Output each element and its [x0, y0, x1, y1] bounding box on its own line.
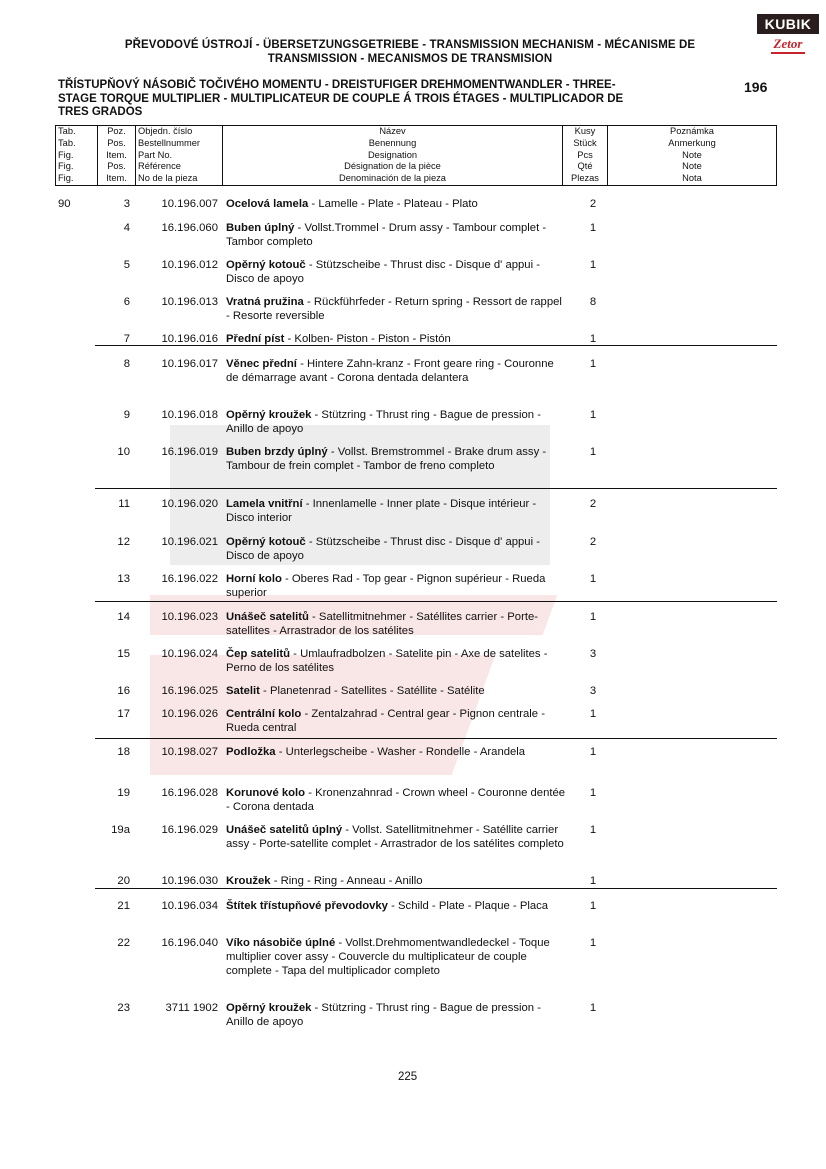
col-qty-label: Kusy — [574, 126, 596, 136]
row-quantity: 1 — [589, 259, 597, 271]
row-description-translations: - Schild - Plate - Plaque - Placa — [387, 900, 549, 912]
col-name — [223, 126, 563, 186]
header-title-line-2: TRANSMISSION - MECANISMOS DE TRANSMISION — [267, 53, 553, 65]
row-description — [226, 258, 566, 286]
page-number: 225 — [398, 1071, 418, 1083]
col-pos-label: Item. — [106, 149, 127, 160]
row-part-number: 10.196.016 — [161, 333, 218, 345]
row-quantity: 1 — [589, 824, 597, 836]
row-description-translations: - Umlaufradbolzen - Satelite pin - Axe de satelites - Perno de los satélites — [226, 648, 548, 674]
row-description-translations: - Hintere Zahn-kranz - Front geare ring - Couronne de démarrage avant - Corona dentada delantera — [226, 358, 554, 384]
col-note-label: Poznámka — [670, 126, 714, 136]
col-tab-label: Fig. — [58, 161, 74, 172]
row-description — [226, 332, 566, 346]
row-position: 21 — [117, 900, 130, 912]
row-position: 13 — [117, 573, 130, 585]
row-description-czech: Čep satelitů — [226, 648, 291, 660]
row-part-number: 3711 1902 — [165, 1002, 218, 1014]
row-position: 22 — [117, 937, 130, 949]
row-part-number: 10.196.034 — [161, 900, 218, 912]
col-pos-label: Poz. — [107, 126, 126, 136]
row-quantity: 1 — [589, 787, 597, 799]
row-quantity: 1 — [589, 409, 597, 421]
row-description-translations: - Vollst.Drehmomentwandledeckel - Toque multiplier cover assy - Couvercle du multiplicateur de couple complete - Tapa del multiplicador completo — [226, 937, 550, 977]
section-number: 196 — [744, 79, 768, 95]
row-description-translations: - Unterlegscheibe - Washer - Rondelle - Arandela — [275, 746, 526, 758]
row-description-czech: Opěrný kotouč — [226, 259, 306, 271]
col-ref-label: Référence — [138, 161, 181, 172]
col-tab-label: Fig. — [58, 173, 74, 184]
row-part-number: 10.196.021 — [161, 536, 218, 548]
row-description — [226, 707, 566, 735]
row-description-czech: Buben brzdy úplný — [226, 446, 328, 458]
col-qty-label: Plezas — [571, 173, 599, 184]
col-ref-label: No de la pieza — [138, 173, 198, 184]
row-quantity: 2 — [589, 498, 597, 510]
row-position: 6 — [123, 296, 130, 308]
row-quantity: 2 — [589, 536, 597, 548]
row-description-czech: Horní kolo — [226, 573, 282, 585]
row-part-number: 10.196.026 — [161, 708, 218, 720]
row-position: 8 — [123, 358, 130, 370]
row-description-czech: Přední píst — [226, 333, 285, 345]
row-description — [226, 684, 566, 698]
row-description-translations: - Stützscheibe - Thrust disc - Disque d' appui - Disco de apoyo — [226, 259, 540, 285]
row-description-czech: Buben úplný — [226, 222, 295, 234]
row-description-czech: Lamela vnitřní — [226, 498, 303, 510]
column-header-table — [55, 125, 777, 186]
col-pos-label: Pos. — [107, 161, 126, 172]
row-position: 12 — [117, 536, 130, 548]
row-quantity: 1 — [589, 333, 597, 345]
row-description — [226, 445, 566, 473]
row-description — [226, 874, 566, 888]
row-description — [226, 1001, 566, 1029]
row-part-number: 16.196.029 — [161, 824, 218, 836]
row-position: 20 — [117, 875, 130, 887]
row-quantity: 1 — [589, 875, 597, 887]
row-description-czech: Věnec přední — [226, 358, 297, 370]
row-description-translations: - Lamelle - Plate - Plateau - Plato — [308, 198, 478, 210]
row-position: 7 — [123, 333, 130, 345]
col-note-label: Anmerkung — [668, 137, 716, 148]
row-description-translations: - Vollst.Trommel - Drum assy - Tambour complet - Tambor completo — [226, 222, 547, 248]
row-position: 5 — [123, 259, 130, 271]
row-quantity: 1 — [589, 937, 597, 949]
col-tab-label: Tab. — [58, 126, 76, 136]
logo-swoosh — [771, 52, 805, 54]
row-position: 14 — [117, 611, 130, 623]
col-name-label: Designation — [367, 149, 418, 160]
col-tab-label: Tab. — [58, 137, 76, 148]
row-quantity: 1 — [589, 573, 597, 585]
row-position: 10 — [117, 446, 130, 458]
row-description — [226, 647, 566, 675]
row-part-number: 10.196.024 — [161, 648, 218, 660]
col-note — [608, 126, 777, 186]
row-position: 17 — [117, 708, 130, 720]
col-name-label: Benennung — [368, 137, 417, 148]
row-description — [226, 221, 566, 249]
row-description-translations: - Planetenrad - Satellites - Satéllite - Satélite — [259, 685, 485, 697]
row-position: 3 — [123, 198, 130, 210]
group-separator — [95, 488, 777, 489]
col-tab-label: Fig. — [58, 149, 74, 160]
row-position: 4 — [123, 222, 130, 234]
row-description-czech: Podložka — [226, 746, 276, 758]
row-description-czech: Štítek třístupňové převodovky — [226, 900, 388, 912]
kubik-zetor-logo — [757, 14, 819, 66]
row-position: 23 — [117, 1002, 130, 1014]
col-qty-label: Stück — [573, 137, 597, 148]
row-part-number: 10.196.013 — [161, 296, 218, 308]
row-position: 9 — [123, 409, 130, 421]
row-description-czech: Opěrný kroužek — [226, 409, 312, 421]
row-part-number: 16.196.028 — [161, 787, 218, 799]
row-description-translations: - Innenlamelle - Inner plate - Disque intérieur - Disco interior — [226, 498, 537, 524]
row-part-number: 10.196.007 — [161, 198, 218, 210]
col-ref-label: Bestellnummer — [138, 137, 201, 148]
col-note-label: Nota — [682, 173, 702, 184]
row-position: 18 — [117, 746, 130, 758]
row-part-number: 16.196.060 — [161, 222, 218, 234]
row-description — [226, 899, 566, 913]
row-quantity: 1 — [589, 611, 597, 623]
row-description-czech: Kroužek — [226, 875, 271, 887]
row-position: 16 — [117, 685, 130, 697]
row-position: 19a — [111, 824, 130, 836]
row-description-czech: Víko násobiče úplné — [226, 937, 336, 949]
row-part-number: 10.196.018 — [161, 409, 218, 421]
row-part-number: 10.196.012 — [161, 259, 218, 271]
col-note-label: Note — [682, 149, 702, 160]
row-description — [226, 823, 566, 851]
row-quantity: 1 — [589, 1002, 597, 1014]
row-part-number: 16.196.022 — [161, 573, 218, 585]
header-title-line-1: PŘEVODOVÉ ÚSTROJÍ - ÜBERSETZUNGSGETRIEBE - TRANSMISSION MECHANISM - MÉCANISME DE — [124, 39, 696, 51]
row-position: 15 — [117, 648, 130, 660]
row-position: 11 — [118, 498, 130, 510]
row-description — [226, 197, 566, 211]
row-part-number: 10.196.020 — [161, 498, 218, 510]
row-description — [226, 786, 566, 814]
section-title — [58, 79, 718, 120]
row-description-czech: Centrální kolo — [226, 708, 302, 720]
row-part-number: 10.196.017 — [161, 358, 218, 370]
section-title-line-3: TRES GRADOS — [58, 106, 143, 118]
row-description-czech: Unášeč satelitů úplný — [226, 824, 343, 836]
group-separator — [95, 345, 777, 346]
row-description-translations: - Vollst. Bremstrommel - Brake drum assy - Tambour de frein complet - Tambor de freno completo — [226, 446, 547, 472]
row-description-czech: Unášeč satelitů — [226, 611, 309, 623]
row-description-czech: Opěrný kroužek — [226, 1002, 312, 1014]
group-separator — [95, 601, 777, 602]
row-quantity: 1 — [589, 900, 597, 912]
row-quantity: 8 — [589, 296, 597, 308]
group-separator — [95, 738, 777, 739]
col-ref — [136, 126, 223, 186]
logo-brand: KUBIK — [757, 14, 819, 34]
section-title-line-2: STAGE TORQUE MULTIPLIER - MULTIPLICATEUR DE COUPLE Á TROIS ÉTAGES - MULTIPLICADOR DE — [58, 92, 624, 105]
row-description-czech: Satelit — [226, 685, 260, 697]
col-name-label: Název — [379, 126, 406, 136]
col-ref-label: Objedn. číslo — [138, 126, 193, 136]
row-part-number: 10.196.030 — [161, 875, 218, 887]
col-pos-label: Pos. — [107, 137, 126, 148]
row-description-translations: - Stützring - Thrust ring - Bague de pression - Anillo de apoyo — [226, 1002, 541, 1028]
row-description-translations: - Oberes Rad - Top gear - Pignon supérieur - Rueda superior — [226, 573, 546, 599]
row-quantity: 1 — [589, 222, 597, 234]
row-description-translations: - Vollst. Satellitmitnehmer - Satéllite carrier assy - Porte-satellite complet - Arrastrador de los satélites completo — [226, 824, 564, 850]
row-description — [226, 357, 566, 385]
logo-zetor: Zetor — [773, 36, 803, 51]
row-description-translations: - Kolben- Piston - Piston - Pistón — [284, 333, 451, 345]
row-description-translations: - Stützring - Thrust ring - Bague de pression - Anillo de apoyo — [226, 409, 541, 435]
row-part-number: 10.198.027 — [161, 746, 218, 758]
col-pos — [98, 126, 136, 186]
col-name-label: Désignation de la pièce — [344, 161, 441, 172]
row-description-czech: Vratná pružina — [226, 296, 304, 308]
row-description — [226, 610, 566, 638]
row-description-translations: - Ring - Ring - Anneau - Anillo — [270, 875, 423, 887]
row-description-translations: - Rückführfeder - Return spring - Ressort de rappel - Resorte reversible — [226, 296, 562, 322]
row-quantity: 1 — [589, 358, 597, 370]
row-part-number: 10.196.023 — [161, 611, 218, 623]
row-description — [226, 572, 566, 600]
col-ref-label: Part No. — [138, 149, 173, 160]
col-pos-label: Item. — [106, 173, 127, 184]
col-tab — [56, 126, 98, 186]
col-name-label: Denominación de la pieza — [339, 173, 446, 184]
row-description — [226, 497, 566, 525]
row-description — [226, 936, 566, 978]
row-description-translations: - Stützscheibe - Thrust disc - Disque d' appui - Disco de apoyo — [226, 536, 540, 562]
col-qty-label: Pcs — [577, 149, 593, 160]
row-description — [226, 535, 566, 563]
row-quantity: 1 — [589, 746, 597, 758]
row-part-number: 16.196.040 — [161, 937, 218, 949]
row-quantity: 3 — [589, 648, 597, 660]
page-header — [60, 38, 760, 66]
row-part-number: 16.196.019 — [161, 446, 218, 458]
col-note-label: Note — [682, 161, 702, 172]
row-part-number: 16.196.025 — [161, 685, 218, 697]
row-description-czech: Korunové kolo — [226, 787, 306, 799]
row-description-translations: - Satellitmitnehmer - Satéllites carrier - Porte-satellites - Arrastrador de los satélites — [226, 611, 539, 637]
row-fig: 90 — [58, 198, 71, 210]
col-qty-label: Qté — [577, 161, 593, 172]
group-separator — [95, 888, 777, 889]
row-description — [226, 745, 566, 759]
row-position: 19 — [117, 787, 130, 799]
row-quantity: 1 — [589, 446, 597, 458]
col-qty — [563, 126, 608, 186]
row-quantity: 1 — [589, 708, 597, 720]
row-description-translations: - Zentalzahrad - Central gear - Pignon centrale - Rueda central — [226, 708, 545, 734]
section-title-line-1: TŘÍSTUPŇOVÝ NÁSOBIČ TOČIVÉHO MOMENTU - DREISTUFIGER DREHMOMENTWANDLER - THREE- — [58, 79, 616, 91]
row-description-translations: - Kronenzahnrad - Crown wheel - Couronne dentée - Corona dentada — [226, 787, 566, 813]
row-description — [226, 295, 566, 323]
row-quantity: 2 — [589, 198, 597, 210]
row-description-czech: Opěrný kotouč — [226, 536, 306, 548]
row-description — [226, 408, 566, 436]
row-description-czech: Ocelová lamela — [226, 198, 309, 210]
row-quantity: 3 — [589, 685, 597, 697]
